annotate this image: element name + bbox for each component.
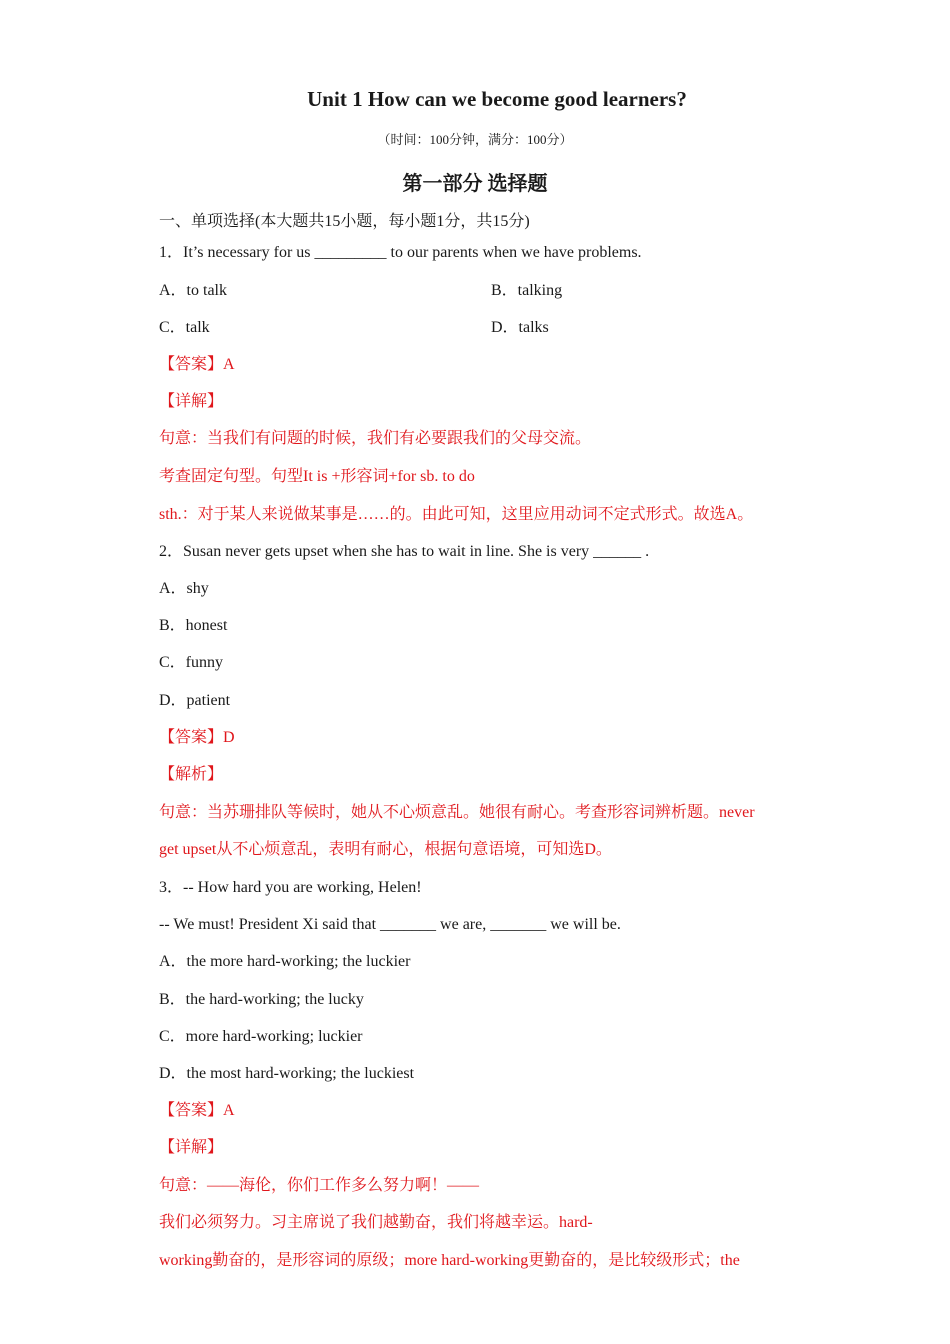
option-a: A．shy [159, 580, 209, 597]
question-stem: 1．It’s necessary for us _________ to our parents when we have problems. [159, 244, 642, 261]
explanation-line: 句意：——海伦，你们工作多么努力啊！—— [159, 1177, 480, 1194]
answer-label: 【答案】A [159, 1102, 235, 1119]
option-c: C．talk [159, 319, 210, 336]
part-heading: 第一部分 选择题 [402, 173, 548, 195]
option-b: B．talking [491, 282, 563, 299]
option-b: B．the hard-working; the lucky [159, 991, 364, 1008]
explanation-label: 【详解】 [159, 393, 224, 410]
answer-label: 【答案】D [159, 729, 235, 746]
exam-info: （时间：100分钟，满分：100分） [377, 132, 573, 147]
option-c: C．more hard-working; luckier [159, 1028, 363, 1045]
option-d: D．patient [159, 692, 231, 709]
explanation-label: 【详解】 [159, 1139, 224, 1156]
explanation-line: 句意：当苏珊排队等候时，她从不心烦意乱。她很有耐心。考查形容词辨析题。never [159, 804, 755, 821]
option-d: D．talks [491, 319, 549, 336]
option-c: C．funny [159, 654, 224, 671]
question-stem: 2．Susan never gets upset when she has to wait in line. She is very ______ . [159, 543, 650, 560]
option-d: D．the most hard-working; the luckiest [159, 1065, 415, 1082]
explanation-line: 句意：当我们有问题的时候，我们有必要跟我们的父母交流。 [159, 430, 592, 447]
explanation-line: get upset从不心烦意乱，表明有耐心，根据句意语境，可知选D。 [159, 841, 612, 858]
explanation-line: 考查固定句型。句型It is +形容词+for sb. to do [159, 468, 475, 485]
explanation-label: 【解析】 [159, 766, 224, 783]
section-heading: 一、单项选择(本大题共15小题，每小题1分，共15分) [159, 213, 530, 230]
question-stem: 3．-- How hard you are working, Helen! [159, 879, 422, 896]
explanation-line: 我们必须努力。习主席说了我们越勤奋，我们将越幸运。hard- [159, 1214, 593, 1231]
question-stem-continued: -- We must! President Xi said that _______ we are, _______ we will be. [159, 916, 621, 933]
explanation-line: working勤奋的，是形容词的原级；more hard-working更勤奋的，是比较级形式；the [159, 1252, 740, 1269]
page-title: Unit 1 How can we become good learners? [307, 87, 687, 111]
option-b: B．honest [159, 617, 228, 634]
explanation-line: sth.：对于某人来说做某事是……的。由此可知，这里应用动词不定式形式。故选A。 [159, 506, 754, 523]
answer-label: 【答案】A [159, 356, 235, 373]
option-a: A．the more hard-working; the luckier [159, 953, 411, 970]
option-a: A．to talk [159, 282, 227, 299]
